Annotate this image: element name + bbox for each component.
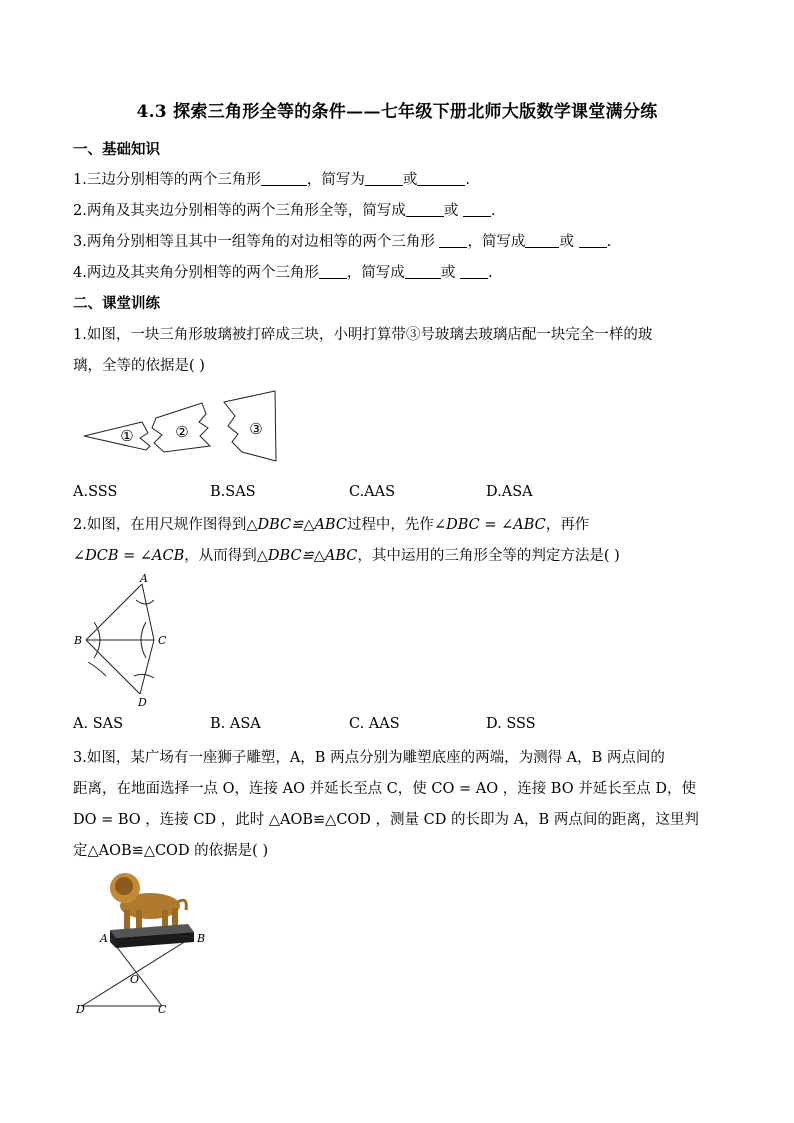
math-expr: △DBC≌△ABC: [256, 548, 358, 564]
question-1-4: [73, 261, 493, 282]
q-text: 或: [559, 234, 574, 250]
question-1-1: [73, 168, 470, 189]
p2-option-c[interactable]: C. AAS: [349, 716, 400, 732]
answer-blank[interactable]: [319, 264, 347, 279]
q-text: .: [465, 172, 470, 188]
lion-statue-figure: [70, 866, 220, 1016]
math-expr: △DBC≌△ABC: [246, 517, 347, 533]
problem-3-line-1: 3.如图，某广场有一座狮子雕塑，A，B 两点分别为雕塑底座的两端，为测得 A，B 两点间的: [73, 750, 665, 766]
q-text: 2.两角及其夹边分别相等的两个三角形全等，简写成: [73, 203, 406, 219]
point-label-b: B: [197, 932, 206, 945]
q-text: .: [606, 234, 612, 250]
answer-blank[interactable]: [405, 264, 441, 279]
question-1-3: [73, 230, 611, 251]
point-label-c: C: [158, 634, 167, 647]
problem-1-line-2: 璃，全等的依据是( ): [73, 358, 205, 374]
q-text: ，简写成: [467, 234, 526, 250]
piece-label-1: ①: [120, 427, 134, 445]
lion-statue-image: [110, 873, 186, 930]
problem-2-line-1: [73, 513, 589, 534]
point-label-d: D: [138, 696, 147, 709]
p2-option-a[interactable]: A. SAS: [73, 716, 124, 732]
piece-label-3: ③: [249, 420, 263, 438]
problem-3-line-3: DO = BO ，连接 CD ，此时 △AOB≌△COD ，测量 CD 的长即为 A，B 两点间的距离，这里判: [73, 812, 699, 828]
math-expr: ∠DBC = ∠ABC: [433, 517, 546, 533]
answer-blank[interactable]: [365, 171, 403, 186]
problem-2-line-2: [73, 544, 620, 565]
q-text: 1.三边分别相等的两个三角形: [73, 172, 261, 188]
q-text: ，其中运用的三角形全等的判定方法是( ): [357, 548, 620, 564]
p2-option-d[interactable]: D. SSS: [486, 716, 536, 732]
p1-option-a[interactable]: A.SSS: [73, 484, 118, 500]
construction-figure: [72, 572, 182, 712]
p2-option-b[interactable]: B. ASA: [210, 716, 261, 732]
section-heading-basics: 一、基础知识: [73, 141, 160, 158]
section-heading-practice: 二、课堂训练: [73, 295, 160, 312]
q-text: ，再作: [545, 517, 590, 533]
q-text: 或: [443, 203, 459, 219]
p1-option-c[interactable]: C.AAS: [349, 484, 396, 500]
answer-blank[interactable]: [463, 202, 491, 217]
point-label-c: C: [158, 1003, 167, 1016]
point-label-d: D: [76, 1003, 85, 1016]
q-text: 3.两角分别相等且其中一组等角的对边相等的两个三角形: [73, 234, 435, 250]
point-label-b: B: [74, 634, 83, 647]
question-1-2: [73, 199, 496, 220]
point-label-o: O: [130, 973, 140, 986]
q-text: 4.两边及其夹角分别相等的两个三角形: [73, 265, 319, 281]
q-text: 过程中，先作: [346, 517, 434, 533]
q-text: 2.如图，在用尺规作图得到: [73, 517, 247, 533]
math-expr: ∠DCB = ∠ACB: [73, 548, 185, 564]
p1-option-d[interactable]: D.ASA: [486, 484, 533, 500]
q-text: 或: [402, 172, 418, 188]
answer-blank[interactable]: [406, 202, 444, 217]
q-text: ，简写为: [306, 172, 365, 188]
problem-3-line-4: 定△AOB≌△COD 的依据是( ): [73, 843, 269, 859]
answer-blank[interactable]: [579, 233, 607, 248]
broken-glass-figure: [82, 388, 282, 468]
point-label-a: A: [100, 932, 108, 945]
page-title: 4.3 探索三角形全等的条件——七年级下册北师大版数学课堂满分练: [136, 102, 658, 122]
answer-blank[interactable]: [525, 233, 559, 248]
q-text: ，简写成: [346, 265, 405, 281]
q-text: .: [487, 265, 493, 281]
point-label-a: A: [140, 572, 148, 585]
answer-blank[interactable]: [439, 233, 467, 248]
answer-blank[interactable]: [460, 264, 488, 279]
glass-piece-1: [84, 422, 150, 450]
p1-option-b[interactable]: B.SAS: [210, 484, 256, 500]
q-text: ，从而得到: [184, 548, 257, 564]
problem-1-line-1: 1.如图，一块三角形玻璃被打碎成三块，小明打算带③号玻璃去玻璃店配一块完全一样的玻: [73, 327, 653, 343]
q-text: .: [490, 203, 496, 219]
problem-3-line-2: 距离，在地面选择一点 O，连接 AO 并延长至点 C，使 CO = AO ，连接 BO 并延长至点 D，使: [73, 781, 696, 797]
piece-label-2: ②: [175, 423, 189, 441]
answer-blank[interactable]: [417, 171, 465, 186]
answer-blank[interactable]: [261, 171, 307, 186]
q-text: 或: [440, 265, 456, 281]
